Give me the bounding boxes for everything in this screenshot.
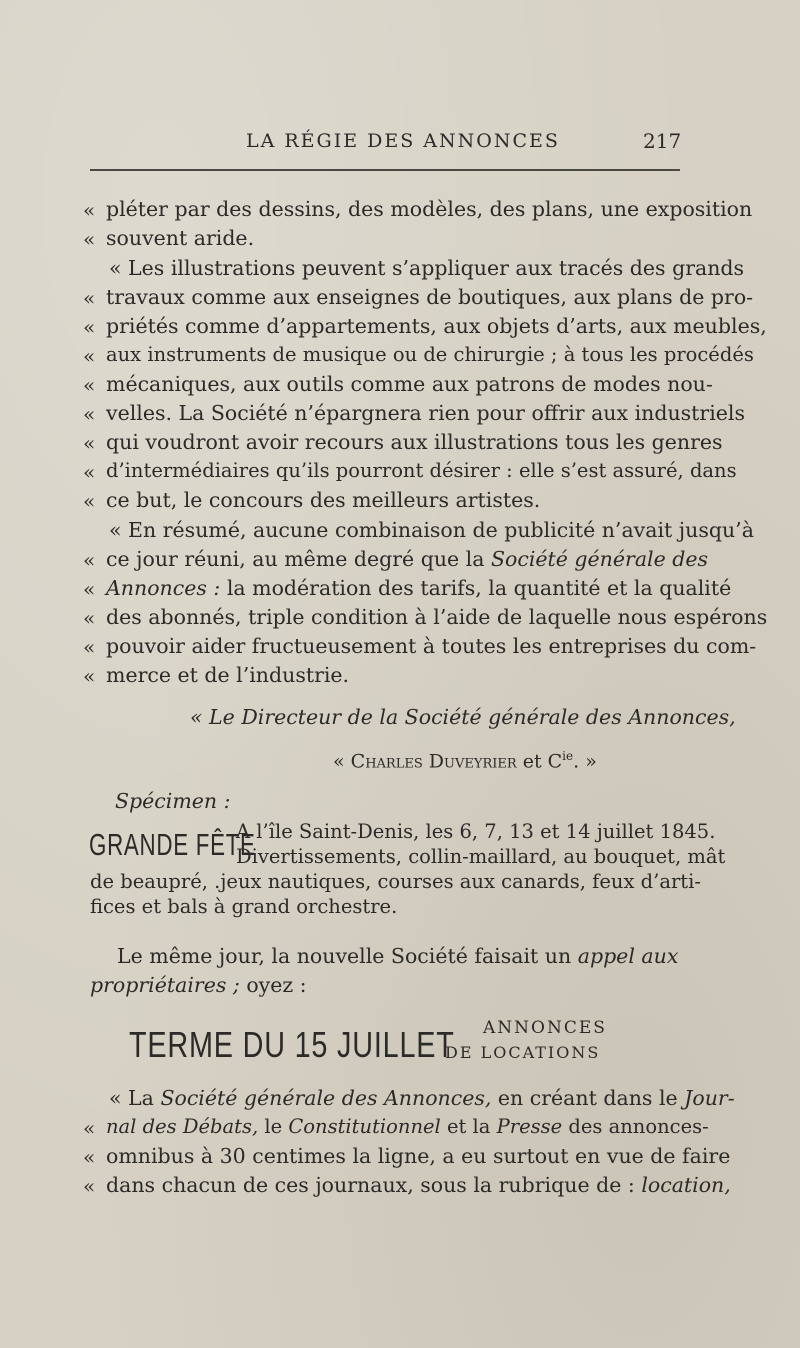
running-header: LA RÉGIE DES ANNONCES [246,130,560,152]
text-line: pléter par des dessins, des modèles, des plans, une exposition [106,197,753,221]
text-line: de beaupré, .jeux nautiques, courses aux canards, feux d’arti- [90,870,701,893]
quote-mark: « [83,198,96,222]
text-run: des annonces- [568,1115,709,1138]
quote-mark: « [83,460,96,484]
emphasis-run: Annonces : [106,576,221,600]
quote-mark: « [83,635,96,659]
quote-mark: « [83,286,96,310]
signature-name [333,743,597,774]
text-line: omnibus à 30 centimes la ligne, a eu surtout en vue de faire [106,1144,731,1168]
page-number: 217 [643,129,682,153]
signature-line: « Le Directeur de la Société générale des Annonces, [190,705,736,729]
text-line: « Les illustrations peuvent s’appliquer aux tracés des grands [109,256,745,280]
quote-mark: « [83,227,96,251]
text-line [90,972,307,998]
quote-mark: « [83,402,96,426]
text-line: A l’île Saint-Denis, les 6, 7, 13 et 14 juillet 1845. [236,820,716,843]
quote-mark: « [83,606,96,630]
text-line [106,1114,709,1140]
text-line: qui voudront avoir recours aux illustrations tous les genres [106,430,723,454]
text-line [106,575,731,601]
emphasis-run: propriétaires ; [90,973,240,997]
text-line: priétés comme d’appartements, aux objets d’arts, aux meubles, [106,314,767,338]
text-run: la modération des tarifs, la quantité et la qualité [226,576,732,600]
text-run: et C [516,750,563,773]
text-line [106,546,708,572]
text-line: ce but, le concours des meilleurs artistes. [106,488,541,512]
text-line: travaux comme aux enseignes de boutiques, aux plans de pro- [106,285,754,309]
quote-mark: « [83,1145,96,1169]
text-line [106,1172,731,1198]
text-run: et la [446,1115,491,1138]
text-line: fices et bals à grand orchestre. [90,895,398,918]
emphasis-run: appel aux [577,944,679,968]
text-run: oyez : [246,973,307,997]
quote-mark: « [83,344,96,368]
quote-mark: « [83,315,96,339]
text-run: le [264,1115,283,1138]
emphasis-run: Jour- [684,1086,735,1110]
text-run: « La [109,1086,154,1110]
text-line: pouvoir aider fructueusement à toutes les entreprises du com- [106,634,757,658]
emphasis-run: location, [641,1173,731,1197]
text-line [109,1085,735,1111]
emphasis-run: Société générale des [490,547,709,571]
quote-mark: « [83,431,96,455]
emphasis-run: Société générale des Annonces, [160,1086,492,1110]
text-line: d’intermédiaires qu’ils pourront désirer : elle s’est assuré, dans [106,459,737,482]
specimen-heading: Spécimen : [115,789,231,813]
specimen-display-heading: TERME DU 15 JUILLET [129,1024,455,1065]
emphasis-run: Presse [496,1115,563,1138]
text-run: ce jour réuni, au même degré que la [106,547,485,571]
emphasis-run: Constitutionnel [288,1115,441,1138]
signature-smallcaps: Charles Duveyrier [350,750,517,773]
emphasis-run: nal des Débats, [106,1115,259,1138]
text-line: Divertissements, collin-maillard, au bouquet, mât [236,845,726,868]
text-line [117,943,678,969]
text-line: mécaniques, aux outils comme aux patrons de modes nou- [106,372,713,396]
text-line: aux instruments de musique ou de chirurgie ; à tous les procédés [106,343,754,366]
quote-mark: « [83,548,96,572]
text-line: merce et de l’industrie. [106,663,350,687]
text-run: dans chacun de ces journaux, sous la rubrique de : [106,1173,635,1197]
quote-mark: « [83,489,96,513]
quote-mark: « [83,577,96,601]
text-line: « En résumé, aucune combinaison de publicité n’avait jusqu’à [109,518,754,542]
annonces-label: ANNONCES [483,1018,607,1038]
text-run: . » [573,750,597,773]
text-run: « [333,750,351,773]
quote-mark: « [83,1174,96,1198]
text-run: Le même jour, la nouvelle Société faisait un [117,944,572,968]
specimen-display-heading: GRANDE FÊTE [89,827,256,862]
superscript: ie [562,749,574,763]
quote-mark: « [83,1116,96,1140]
quote-mark: « [83,373,96,397]
locations-label: DE LOCATIONS [445,1043,601,1062]
text-run: en créant dans le [497,1086,678,1110]
quote-mark: « [83,664,96,688]
text-line: des abonnés, triple condition à l’aide de laquelle nous espérons [106,605,768,629]
text-line: velles. La Société n’épargnera rien pour offrir aux industriels [106,401,745,425]
header-rule [90,169,680,171]
text-line: souvent aride. [106,226,255,250]
